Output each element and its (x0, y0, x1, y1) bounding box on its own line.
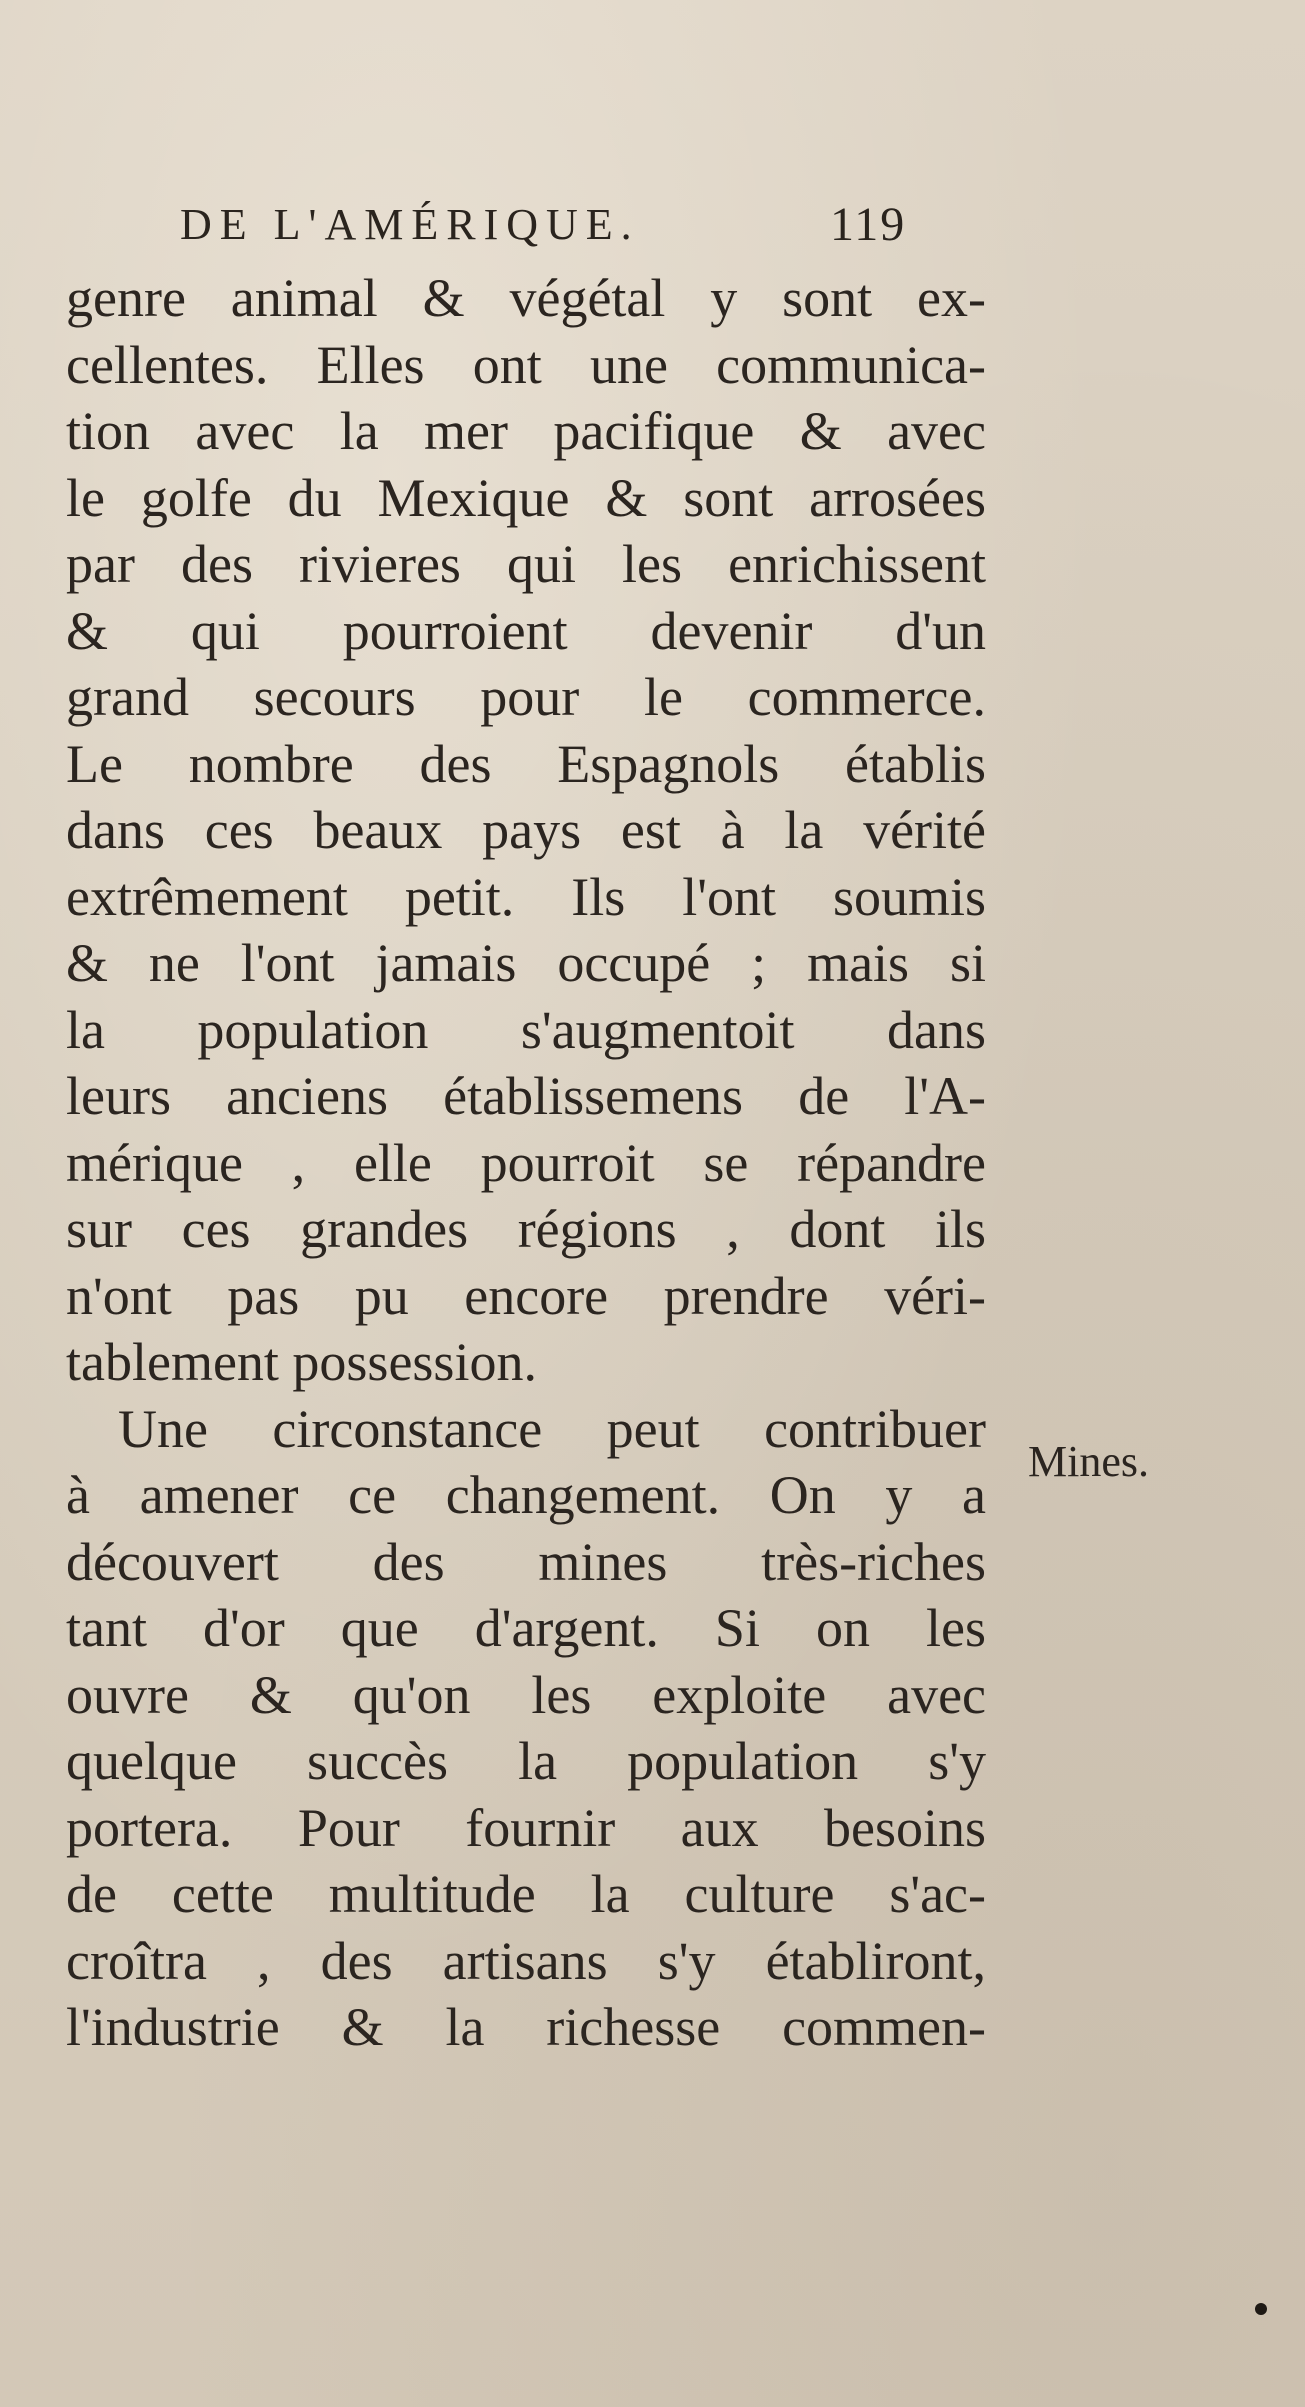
text-line: & qui pourroient devenir d'un (66, 600, 986, 661)
ink-speck (1255, 2303, 1267, 2315)
text-line: croîtra , des artisans s'y établiront, (66, 1930, 986, 1991)
text-line: tablement possession. (66, 1332, 537, 1392)
text-line: le golfe du Mexique & sont arrosées (66, 467, 986, 528)
text-line: quelque succès la population s'y (66, 1731, 986, 1791)
page-number: 119 (830, 198, 907, 251)
text-line: ouvre & qu'on les exploite avec (66, 1664, 986, 1725)
text-line: l'industrie & la richesse commen- (66, 1997, 986, 2057)
text-line: n'ont pas pu encore prendre véri- (66, 1265, 986, 1326)
text-line: genre animal & végétal y sont ex- (66, 268, 986, 328)
text-line: tion avec la mer pacifique & avec (66, 401, 986, 461)
running-title: DE L'AMÉRIQUE. (180, 200, 640, 249)
text-line: à amener ce changement. On y a (66, 1465, 986, 1525)
text-line: dans ces beaux pays est à la vérité (66, 800, 986, 860)
text-line: de cette multitude la culture s'ac- (66, 1864, 986, 1924)
text-line: Le nombre des Espagnols établis (66, 733, 986, 794)
text-line: grand secours pour le commerce. (66, 667, 986, 727)
text-line: tant d'or que d'argent. Si on les (66, 1598, 986, 1658)
text-line: leurs anciens établissemens de l'A- (66, 1066, 986, 1126)
text-line: & ne l'ont jamais occupé ; mais si (66, 933, 986, 993)
text-line: par des rivieres qui les enrichissent (66, 534, 986, 594)
text-line: cellentes. Elles ont une communica- (66, 334, 986, 395)
running-head (180, 190, 980, 260)
text-line: sur ces grandes régions , dont ils (66, 1199, 986, 1259)
text-line: portera. Pour fournir aux besoins (66, 1797, 986, 1858)
text-line: Une circonstance peut contribuer (118, 1398, 986, 1459)
body-text (66, 265, 986, 2061)
text-line: découvert des mines très-riches (66, 1531, 986, 1592)
text-line: la population s'augmentoit dans (66, 999, 986, 1060)
margin-note: Mines. (1028, 1437, 1149, 1486)
text-line: mérique , elle pourroit se répandre (66, 1132, 986, 1193)
text-line: extrêmement petit. Ils l'ont soumis (66, 866, 986, 927)
